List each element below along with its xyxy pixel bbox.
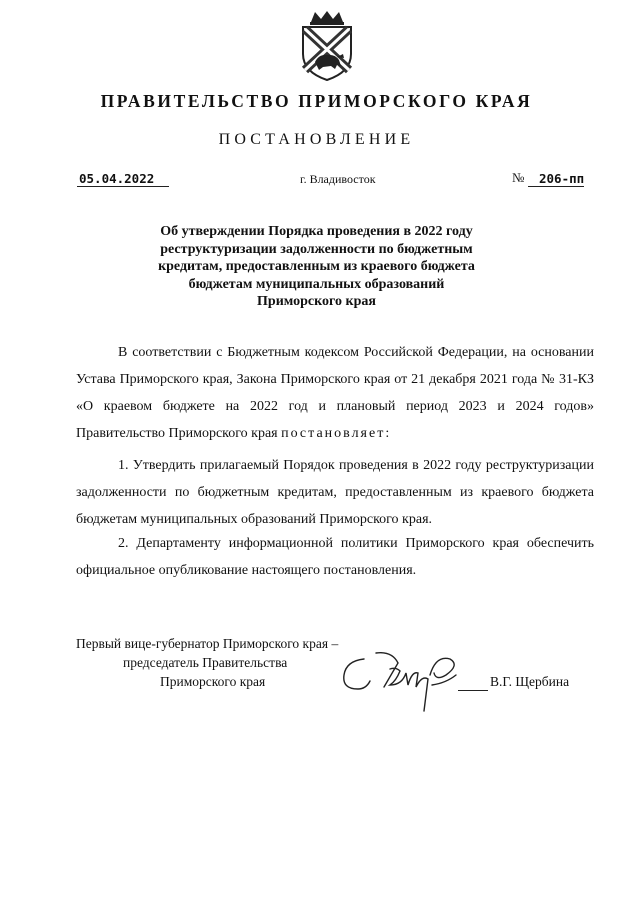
signature-underline [458,690,488,691]
title-line: Об утверждении Порядка проведения в 2022 году [160,224,473,239]
title-line: бюджетам муниципальных образований [188,276,445,292]
title-line: Приморского края [257,294,376,309]
number-sign: № [512,170,525,185]
preamble-text: В соответствии с Бюджетным кодексом Российской Федерации, на основании Устава Приморского края, Закона Приморского края от 21 декабря 2021 года № 31-КЗ «О краевом бюджете на 2022 год и плановый период 2023 и 2024 годов» Правительство Приморского края [76,345,594,441]
title-line: реструктуризации задолженности по бюджетным [160,241,473,257]
item-2-paragraph: 2. Департаменту информационной политики Приморского края обеспечить официальное опубликование настоящего постановления. [76,536,594,578]
date-underline [77,186,169,187]
title-line: кредитам, предоставленным из краевого бюджета [158,259,475,274]
resolves-word: постановляет: [281,426,392,441]
document-date: 05.04.2022 [79,171,155,186]
item-1-paragraph: 1. Утвердить прилагаемый Порядок проведения в 2022 году реструктуризации задолженности по бюджетным кредитам, предоставленным из краевого бюджета бюджетам муниципальных образований Приморского края. [76,458,594,527]
coat-of-arms-icon [297,10,357,82]
signatory-position-line3: Приморского края [160,674,266,689]
document-title [120,223,513,311]
signatory-position-line2: председатель Правительства [123,655,288,670]
handwritten-signature [336,645,476,715]
organization-title: ПРАВИТЕЛЬСТВО ПРИМОРСКОГО КРАЯ [100,91,533,111]
preamble-paragraph [76,339,594,447]
signatory-name: В.Г. Щербина [490,674,570,689]
document-number: 206-пп [539,171,585,186]
document-type: ПОСТАНОВЛЕНИЕ [218,131,415,148]
number-underline [528,186,584,187]
document-city: г. Владивосток [300,172,376,186]
signatory-position-line1: Первый вице-губернатор Приморского края – [76,636,339,651]
